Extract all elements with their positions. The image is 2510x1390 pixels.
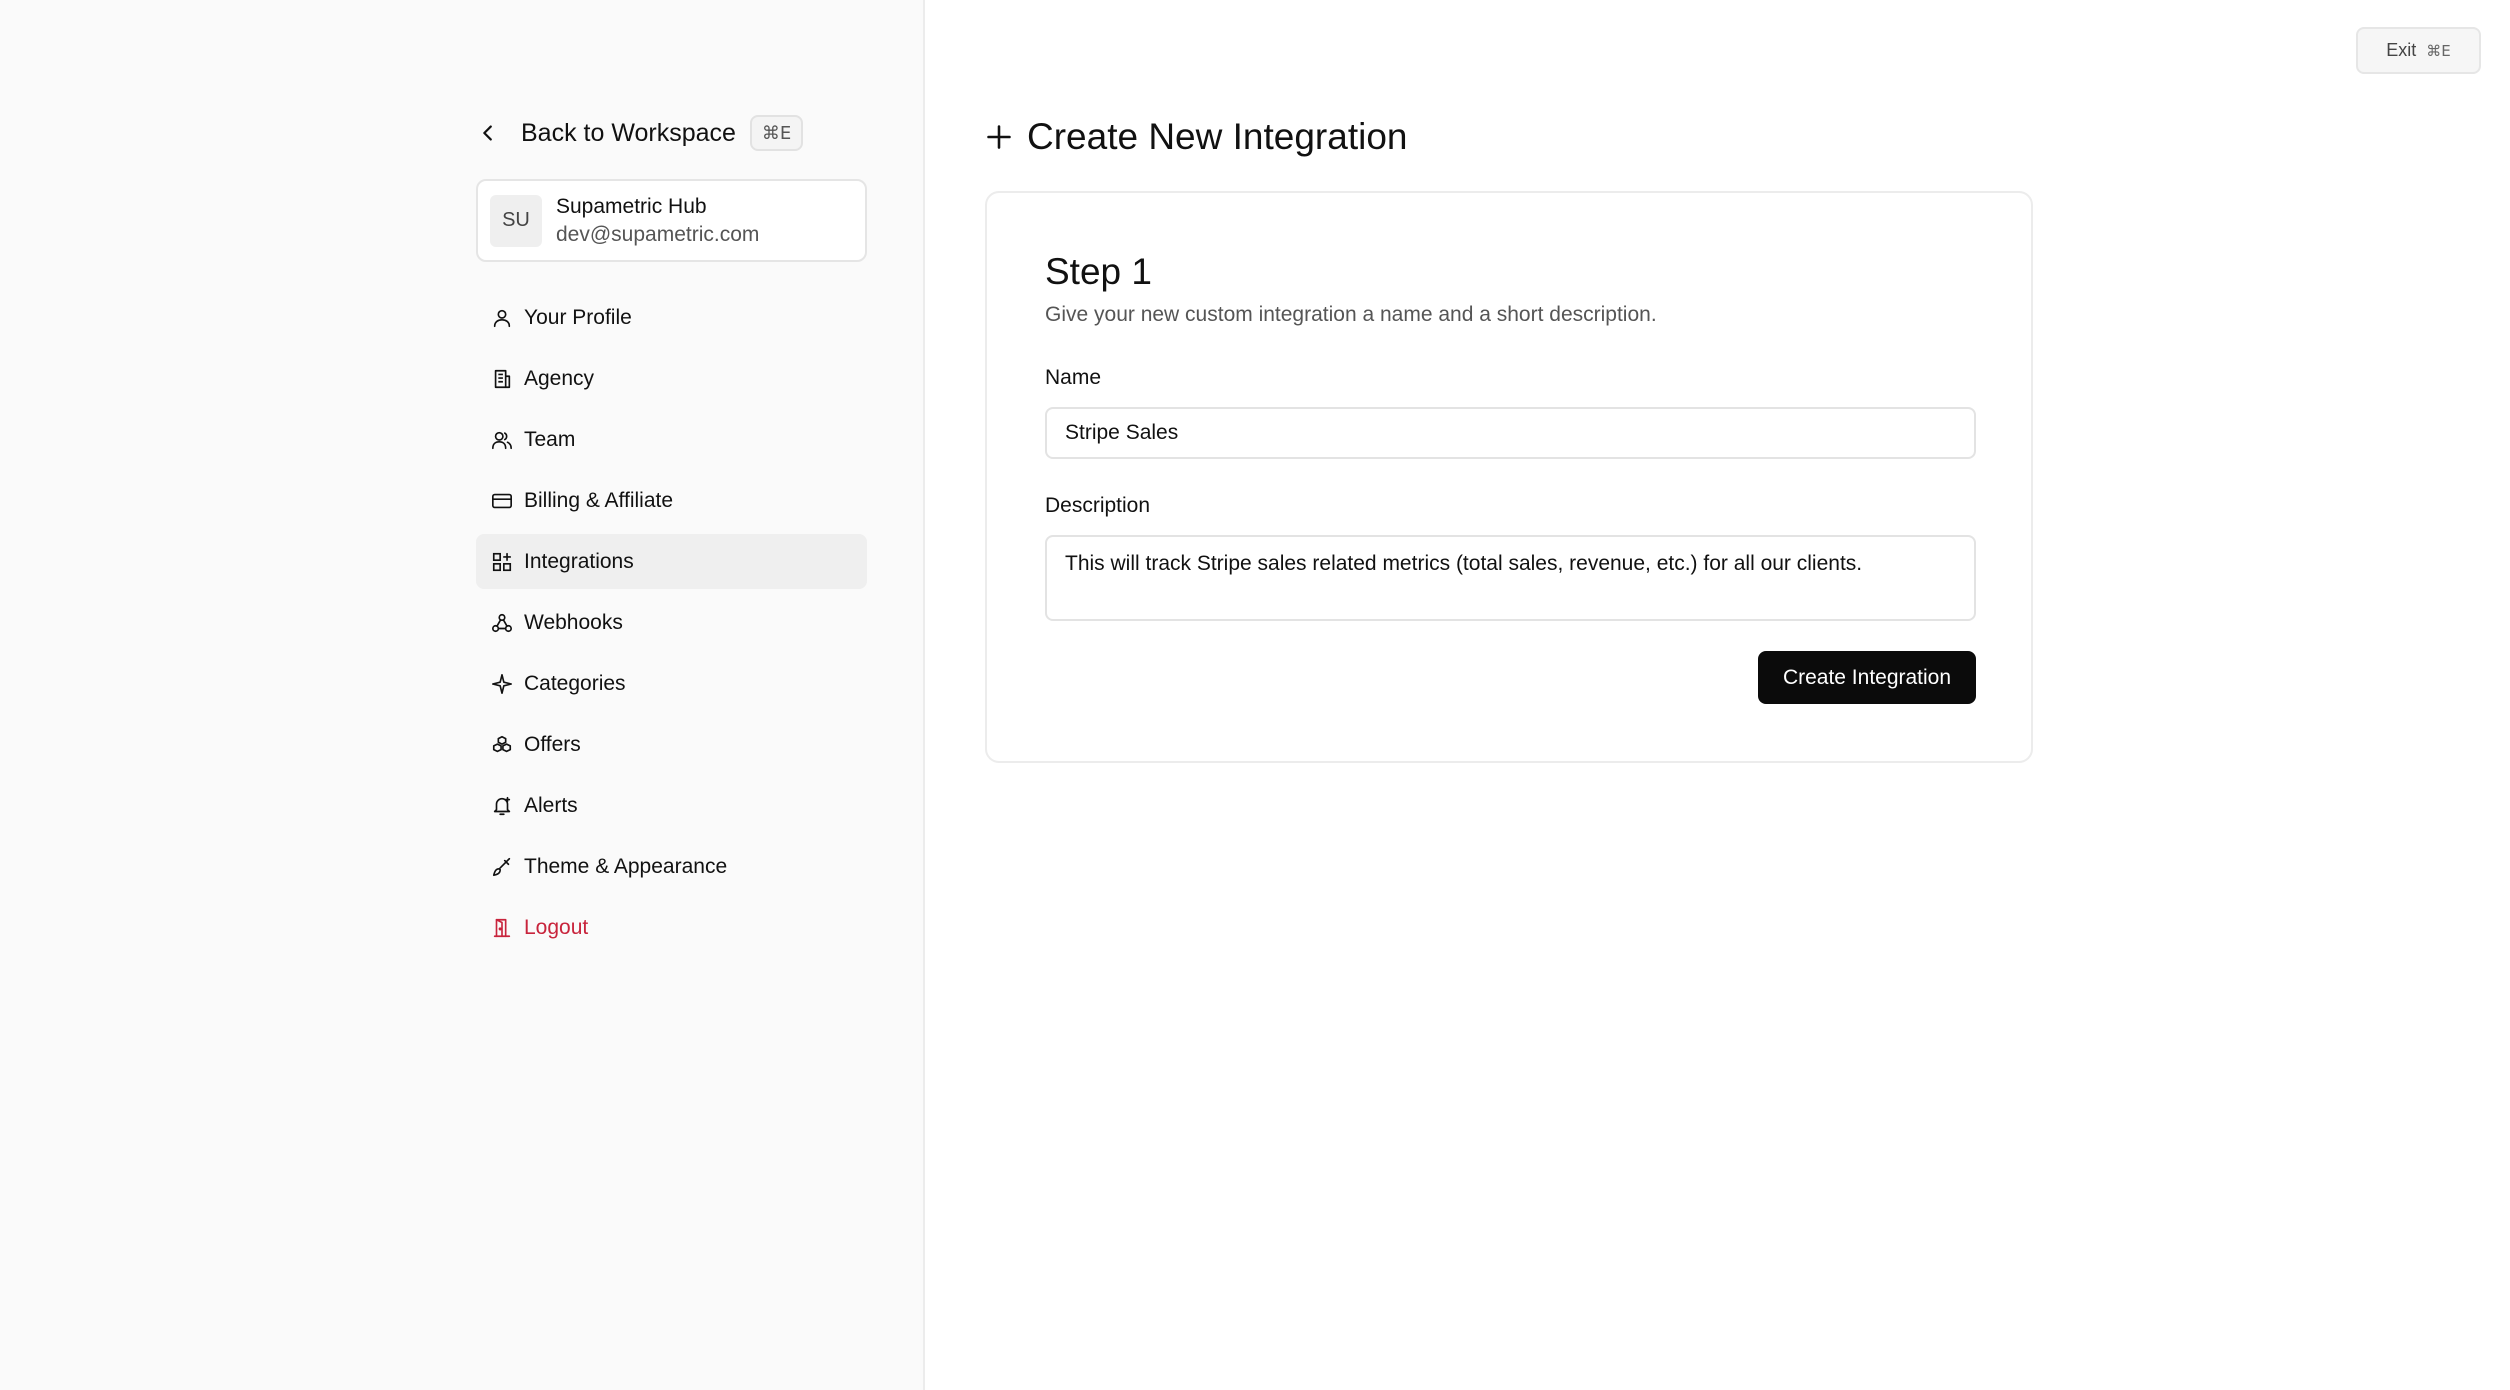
sidebar-item-label: Billing & Affiliate (524, 488, 674, 512)
sidebar-item-label: Your Profile (524, 305, 632, 329)
account-card[interactable] (476, 179, 867, 262)
sidebar-item-webhooks[interactable] (476, 595, 867, 650)
exit-label: Exit (2386, 40, 2417, 60)
sidebar-item-theme-appearance[interactable] (476, 839, 867, 894)
sidebar-item-label: Agency (524, 366, 595, 390)
building-icon (490, 367, 514, 391)
credit-card-icon (490, 489, 514, 513)
description-textarea[interactable]: This will track Stripe sales related metrics (total sales, revenue, etc.) for all our clients. (1045, 535, 1976, 621)
sidebar-item-billing-affiliate[interactable] (476, 473, 867, 528)
step-description: Give your new custom integration a name and a short description. (1045, 303, 1657, 326)
settings-nav (476, 290, 867, 961)
grid-plus-icon (490, 550, 514, 574)
users-icon (490, 428, 514, 452)
avatar: SU (490, 195, 542, 247)
sidebar-item-label: Logout (524, 915, 589, 939)
sidebar-item-logout[interactable] (476, 900, 867, 955)
page-title-text: Create New Integration (1027, 116, 1408, 157)
user-icon (490, 306, 514, 330)
sidebar-item-label: Theme & Appearance (524, 854, 728, 878)
sidebar (0, 0, 925, 1390)
chevron-left-icon (477, 122, 499, 144)
sidebar-item-categories[interactable] (476, 656, 867, 711)
integration-form-card (985, 191, 2033, 763)
exit-shortcut: ⌘E (2426, 41, 2451, 60)
sidebar-item-your-profile[interactable] (476, 290, 867, 345)
back-label: Back to Workspace (521, 118, 736, 147)
brush-icon (490, 855, 514, 879)
sidebar-item-label: Webhooks (524, 610, 623, 634)
create-integration-button[interactable]: Create Integration (1758, 651, 1976, 704)
sidebar-item-label: Alerts (524, 793, 578, 817)
sidebar-item-team[interactable] (476, 412, 867, 467)
account-info (556, 193, 759, 249)
account-email: dev@supametric.com (556, 222, 760, 246)
sidebar-item-label: Offers (524, 732, 581, 756)
sidebar-item-offers[interactable] (476, 717, 867, 772)
sidebar-item-alerts[interactable] (476, 778, 867, 833)
sparkle-icon (490, 672, 514, 696)
exit-button[interactable] (2356, 27, 2481, 74)
sidebar-item-label: Categories (524, 671, 626, 695)
page-title (985, 112, 1407, 162)
sidebar-item-agency[interactable] (476, 351, 867, 406)
name-input[interactable]: Stripe Sales (1045, 407, 1976, 459)
cubes-icon (490, 733, 514, 757)
description-label: Description (1045, 494, 1151, 517)
plus-icon (985, 123, 1013, 151)
step-title: Step 1 (1045, 251, 1152, 292)
name-label: Name (1045, 366, 1102, 389)
back-shortcut-badge: ⌘E (750, 115, 803, 151)
sidebar-item-integrations[interactable] (476, 534, 867, 589)
account-name: Supametric Hub (556, 194, 707, 218)
back-to-workspace-link[interactable] (477, 112, 803, 154)
sidebar-item-label: Team (524, 427, 576, 451)
bell-icon (490, 794, 514, 818)
webhook-icon (490, 611, 514, 635)
sidebar-item-label: Integrations (524, 549, 634, 573)
door-icon (490, 916, 514, 940)
